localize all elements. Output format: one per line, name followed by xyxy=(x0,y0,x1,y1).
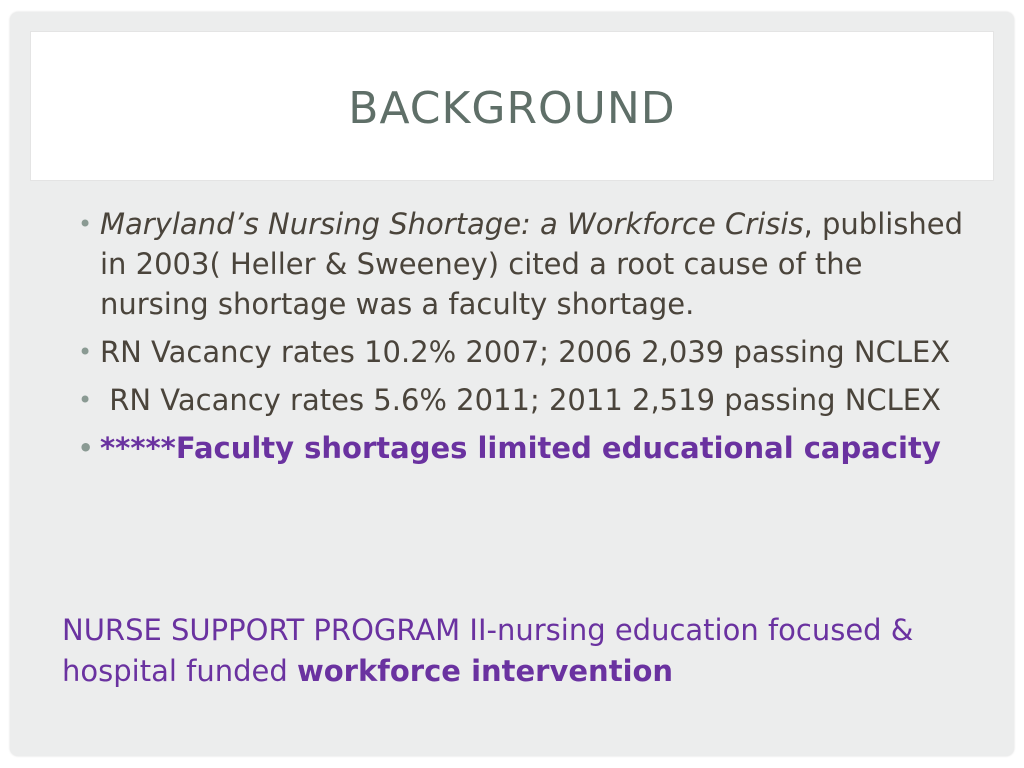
bullet-text: RN Vacancy rates 5.6% 2011; 2011 2,519 passing NCLEX xyxy=(100,383,941,417)
note-bold: workforce intervention xyxy=(296,654,674,688)
bullet-item xyxy=(70,204,970,324)
bullet-item xyxy=(70,380,970,420)
slide-title: BACKGROUND xyxy=(348,82,676,134)
bullet-text: Faculty shortages limited educational capacity xyxy=(175,431,941,465)
program-note xyxy=(62,610,962,692)
bullet-dot-icon: • xyxy=(78,434,94,462)
bullet-dot-icon: • xyxy=(78,338,93,366)
bullet-text: , published in 2003( Heller & Sweeney) cited a root cause of the nursing shortage was a faculty shortage. xyxy=(100,207,964,321)
bullet-stars: ***** xyxy=(100,431,176,465)
bullet-text: RN Vacancy rates 10.2% 2007; 2006 2,039 passing NCLEX xyxy=(100,335,951,369)
bullet-item xyxy=(70,332,970,372)
bullet-item xyxy=(70,428,970,468)
report-title: Maryland’s Nursing Shortage: a Workforce Crisis xyxy=(100,207,804,241)
bullet-list xyxy=(70,204,970,476)
title-box xyxy=(30,31,994,181)
bullet-dot-icon: • xyxy=(78,386,93,414)
bullet-dot-icon: • xyxy=(78,210,93,238)
note-text: NURSE SUPPORT PROGRAM II-nursing education focused & hospital funded xyxy=(62,613,914,688)
slide xyxy=(10,12,1014,756)
